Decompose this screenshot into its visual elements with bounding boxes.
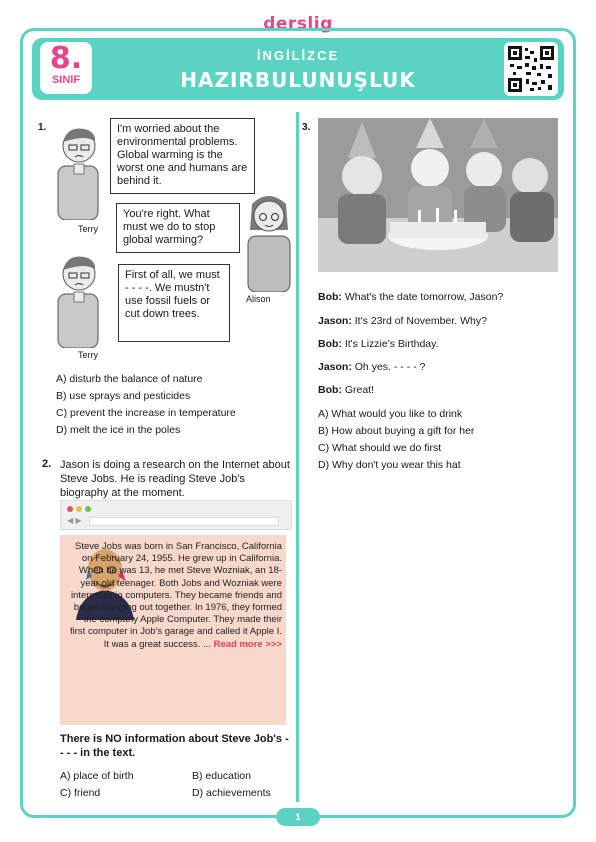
- q2-option-a[interactable]: A) place of birth: [60, 770, 134, 782]
- speech-bubble-1: I'm worried about the environmental problems. Global warming is the worst one and humans are behind it.: [110, 118, 255, 194]
- read-more-link[interactable]: Read more >>>: [213, 638, 282, 650]
- qr-code-icon[interactable]: [504, 42, 558, 96]
- speech-bubble-2: You're right. What must we do to stop global warming?: [116, 203, 240, 253]
- speaker-label: Jason:: [318, 315, 352, 327]
- question-2-number: 2.: [42, 458, 52, 470]
- dialogue-line-2: [318, 315, 487, 327]
- question-1-number: 1.: [38, 122, 47, 133]
- question-3-number: 3.: [302, 122, 311, 133]
- speaker-name-terry-2: Terry: [78, 350, 98, 360]
- dialogue-line-4: [318, 361, 425, 373]
- brand-logo: derslig: [263, 14, 333, 34]
- dialogue-text: Oh yes. - - - - ?: [354, 361, 426, 373]
- grade-word: SINIF: [51, 74, 81, 86]
- dialogue-text: It's Lizzie's Birthday.: [344, 338, 439, 350]
- dialogue-text: Great!: [344, 384, 375, 396]
- speaker-label: Jason:: [318, 361, 352, 373]
- grade-number: 8.: [49, 41, 83, 76]
- article-body: Steve Jobs was born in San Francisco, California on February 24, 1955. He grew up in California. When he was 13, he met Steve Wozniak, an 18-year old teenager. Both Jobs and Wozniak were interested in computers. They became friends and began hanging out together. In 1976, they formed the company Apple Computer. They made their first computer in Job's garage and called it Apple I. It was a great success. ...: [70, 541, 282, 650]
- page-title: HAZIRBULUNUŞLUK: [180, 68, 416, 92]
- q3-option-c[interactable]: C) What should we do first: [318, 442, 442, 454]
- browser-window-bar: [60, 500, 292, 530]
- q2-option-d[interactable]: D) achievements: [192, 787, 271, 799]
- speaker-label: Bob:: [318, 291, 342, 303]
- subject-label: İNGİLİZCE: [256, 48, 340, 63]
- browser-minimize-dot: [76, 506, 82, 512]
- speaker-name-alison: Alison: [246, 294, 271, 304]
- dialogue-line-5: [318, 384, 374, 396]
- speaker-label: Bob:: [318, 338, 342, 350]
- q2-option-c[interactable]: C) friend: [60, 787, 101, 799]
- dialogue-line-1: [318, 291, 503, 303]
- birthday-party-photo: [318, 118, 558, 272]
- q3-option-a[interactable]: A) What would you like to drink: [318, 408, 463, 420]
- speaker-label: Bob:: [318, 384, 342, 396]
- browser-url-bar: [89, 517, 279, 526]
- q3-option-b[interactable]: B) How about buying a gift for her: [318, 425, 475, 437]
- boy-illustration-icon: [48, 248, 110, 348]
- birthday-party-image-icon: [318, 118, 558, 272]
- dialogue-text: What's the date tomorrow, Jason?: [344, 291, 504, 303]
- dialogue-line-3: [318, 338, 439, 350]
- question-2-prompt: There is NO information about Steve Job's - - - - in the text.: [60, 733, 289, 759]
- browser-close-dot: [67, 506, 73, 512]
- question-2-text: Jason is doing a research on the Internet about Steve Jobs. He is reading Steve Job's biography at the moment.: [60, 459, 290, 499]
- q1-option-a[interactable]: A) disturb the balance of nature: [56, 373, 203, 385]
- speaker-name-terry-1: Terry: [78, 224, 98, 234]
- qr-code-graphic: [508, 46, 554, 92]
- q3-option-d[interactable]: D) Why don't you wear this hat: [318, 459, 461, 471]
- page-number: 1: [276, 808, 320, 826]
- article-text: [66, 541, 282, 651]
- speech-bubble-3: First of all, we must - - - -. We mustn't use fossil fuels or cut down trees.: [118, 264, 230, 342]
- dialogue-text: It's 23rd of November. Why?: [354, 315, 487, 327]
- browser-back-icon: ◀ ▶: [67, 516, 82, 525]
- browser-maximize-dot: [85, 506, 91, 512]
- q1-option-d[interactable]: D) melt the ice in the poles: [56, 424, 181, 436]
- boy-illustration-icon: [48, 120, 110, 220]
- q1-option-c[interactable]: C) prevent the increase in temperature: [56, 407, 236, 419]
- girl-illustration-icon: [238, 190, 300, 292]
- q2-option-b[interactable]: B) education: [192, 770, 251, 782]
- q1-option-b[interactable]: B) use sprays and pesticides: [56, 390, 191, 402]
